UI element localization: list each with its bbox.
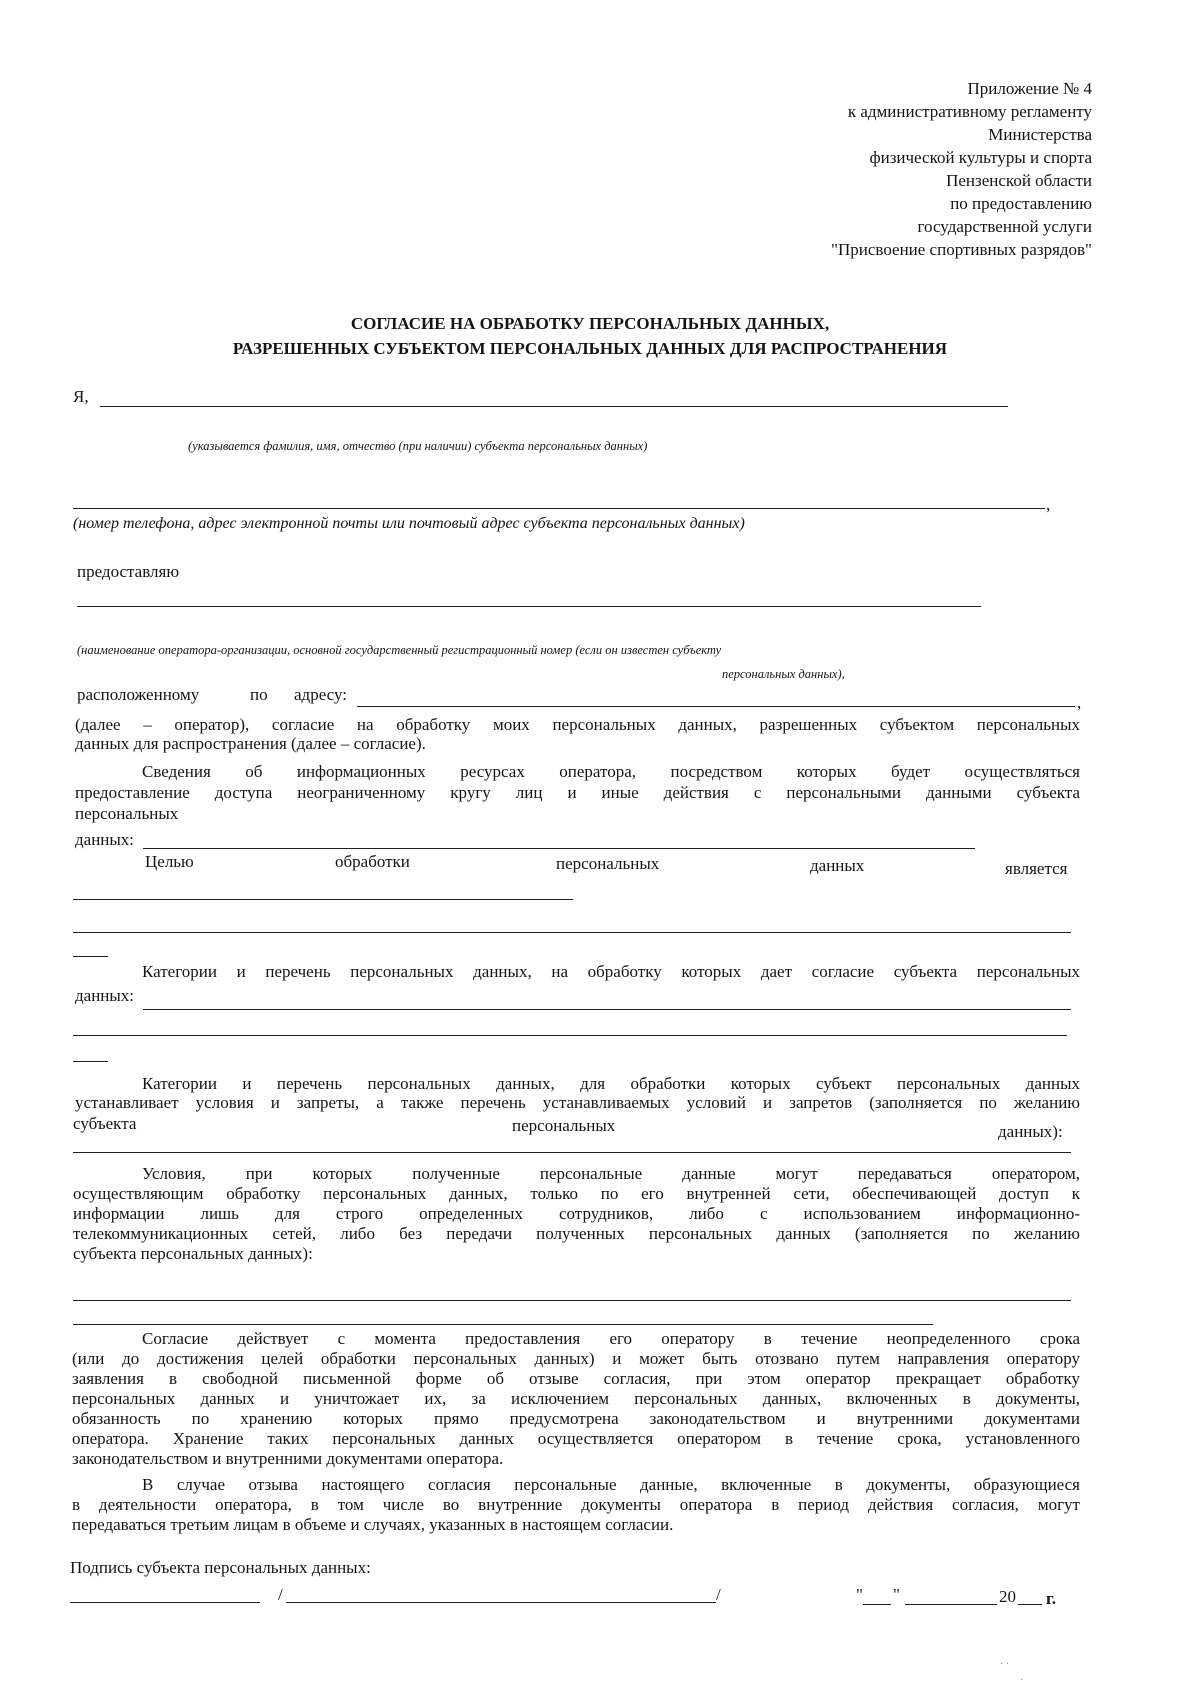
full-name-field[interactable] <box>100 406 1008 407</box>
purpose-field-continued[interactable] <box>73 932 1071 933</box>
header-line: Министерства <box>988 125 1092 144</box>
categories-field-continued[interactable] <box>73 1035 1067 1036</box>
date-year-suffix: г. <box>1046 1589 1057 1608</box>
restrictions-word: персональных <box>512 1116 616 1135</box>
paragraph-line: В случае отзыва настоящего согласия персональные данные, включенные в документы, образующиеся <box>142 1476 1080 1494</box>
conditions-paragraph <box>73 1165 1080 1263</box>
header-line: государственной услуги <box>917 217 1092 236</box>
address-label-word: по <box>250 685 268 704</box>
purpose-word: является <box>1005 859 1068 878</box>
paragraph-line: Условия, при которых полученные персональные данные могут передаваться оператором, <box>142 1165 1080 1183</box>
paragraph-line: персональных данных и уничтожает их, за исключением персональных данных, включенных в документы, <box>72 1390 1080 1408</box>
signature-name-field[interactable] <box>286 1602 716 1603</box>
contact-field[interactable] <box>73 508 1045 509</box>
paragraph-line: субъекта персональных данных): <box>73 1245 313 1263</box>
date-year-prefix: 20 <box>999 1587 1016 1606</box>
scan-speck: · <box>1020 1675 1024 1686</box>
slash: / <box>716 1585 721 1604</box>
paragraph-line: Согласие действует с момента предоставления его оператору в течение неопределенного срока <box>142 1330 1080 1348</box>
address-label-word: адресу: <box>294 685 347 704</box>
paragraph-line: осуществляющим обработку персональных данных, только по его внутренней сети, обеспечивающей доступ к <box>73 1185 1080 1203</box>
purpose-word: Целью <box>145 852 194 871</box>
paragraph-line: Категории и перечень персональных данных, для обработки которых субъект персональных данных <box>142 1075 1080 1093</box>
paragraph-line: заявления в свободной письменной форме об отзыве согласия, при этом оператор прекращает обработку <box>72 1370 1080 1388</box>
operator-hint: (наименование оператора-организации, основной государственный регистрационный номер (если он известен субъекту <box>77 643 722 657</box>
contact-hint: (номер телефона, адрес электронной почты или почтовый адрес субъекта персональных данных) <box>73 515 745 532</box>
slash: / <box>278 1585 283 1604</box>
categories-field[interactable] <box>143 1009 1071 1010</box>
validity-paragraph <box>72 1330 1080 1468</box>
ya-label: Я, <box>73 387 89 406</box>
header-line: Приложение № 4 <box>967 79 1092 98</box>
paragraph-line: оператора. Хранение таких персональных данных осуществляется оператором в течение срока, установленного <box>72 1430 1080 1448</box>
resources-paragraph <box>75 763 1080 823</box>
conditions-field-continued[interactable] <box>73 1324 933 1325</box>
operator-paragraph <box>75 716 1080 753</box>
purpose-word: обработки <box>335 852 410 871</box>
paragraph-line: устанавливает условия и запреты, а также перечень устанавливаемых условий и запретов (заполняется по желанию <box>75 1094 1080 1112</box>
revocation-paragraph <box>72 1476 1080 1534</box>
address-label-word: расположенному <box>77 685 200 704</box>
restrictions-word: субъекта <box>73 1114 137 1133</box>
paragraph-line: законодательством и внутренними документами оператора. <box>72 1450 504 1468</box>
header-line: Пензенской области <box>946 171 1092 190</box>
paragraph-line: Категории и перечень персональных данных, на обработку которых дает согласие субъекта персональных <box>142 963 1080 981</box>
full-name-hint: (указывается фамилия, имя, отчество (при наличии) субъекта персональных данных) <box>188 439 648 453</box>
resources-field[interactable] <box>143 848 975 849</box>
document-title-line-1: СОГЛАСИЕ НА ОБРАБОТКУ ПЕРСОНАЛЬНЫХ ДАННЫХ, <box>350 314 830 333</box>
restrictions-word: данных): <box>998 1122 1063 1141</box>
resources-data-label: данных: <box>75 830 135 849</box>
paragraph-line: данных для распространения (далее – согласие). <box>75 735 426 753</box>
date-month-field[interactable] <box>905 1604 997 1605</box>
signature-label: Подпись субъекта персональных данных: <box>70 1558 371 1577</box>
categories-data-label: данных: <box>75 986 135 1005</box>
purpose-field-end[interactable] <box>73 956 108 957</box>
header-line: к административному регламенту <box>847 102 1092 121</box>
contact-comma: , <box>1046 495 1051 514</box>
date-quote-close: " <box>893 1585 900 1604</box>
paragraph-line: (далее – оператор), согласие на обработку моих персональных данных, разрешенных субъектом персональных <box>75 716 1080 734</box>
date-year-field[interactable] <box>1018 1604 1042 1605</box>
paragraph-line: телекоммуникационных сетей, либо без передачи полученных персональных данных (заполняется по желанию <box>73 1225 1080 1243</box>
operator-name-field[interactable] <box>77 606 981 607</box>
purpose-word: данных <box>810 856 865 875</box>
address-comma: , <box>1077 693 1082 712</box>
paragraph-line: предоставление доступа неограниченному кругу лиц и иные действия с персональными данными субъекта <box>75 784 1080 802</box>
categories-paragraph <box>75 963 1080 981</box>
purpose-word: персональных <box>556 854 660 873</box>
operator-hint-continued: персональных данных), <box>722 667 845 681</box>
paragraph-line: в деятельности оператора, в том числе во внутренние документы оператора в период действия согласия, могут <box>72 1496 1080 1514</box>
paragraph-line: (или до достижения целей обработки персональных данных) и может быть отозвано путем направления оператору <box>72 1350 1080 1368</box>
paragraph-line: информации лишь для строго определенных сотрудников, либо с использованием информационно- <box>73 1205 1080 1223</box>
provide-label: предоставляю <box>77 562 180 581</box>
date-day-field[interactable] <box>863 1604 891 1605</box>
header-line: по предоставлению <box>950 194 1092 213</box>
signature-field[interactable] <box>70 1602 260 1603</box>
restrictions-paragraph <box>75 1075 1080 1112</box>
date-quote-open: " <box>856 1585 863 1604</box>
scan-speck: · · <box>1000 1659 1010 1670</box>
purpose-field[interactable] <box>73 899 573 900</box>
document-title-line-2: РАЗРЕШЕННЫХ СУБЪЕКТОМ ПЕРСОНАЛЬНЫХ ДАННЫХ ДЛЯ РАСПРОСТРАНЕНИЯ <box>232 339 948 358</box>
header-line: физической культуры и спорта <box>869 148 1092 167</box>
paragraph-line: обязанность по хранению которых прямо предусмотрена законодательством и внутренними документами <box>72 1410 1080 1428</box>
categories-field-end[interactable] <box>73 1061 108 1062</box>
restrictions-field[interactable] <box>73 1152 1071 1153</box>
header-line: "Присвоение спортивных разрядов" <box>831 240 1092 259</box>
paragraph-line: Сведения об информационных ресурсах оператора, посредством которых будет осуществляться <box>142 763 1080 781</box>
paragraph-line: персональных <box>75 805 179 823</box>
conditions-field[interactable] <box>73 1300 1071 1301</box>
paragraph-line: передаваться третьим лицам в объеме и случаях, указанных в настоящем согласии. <box>72 1516 674 1534</box>
operator-address-field[interactable] <box>357 706 1075 707</box>
